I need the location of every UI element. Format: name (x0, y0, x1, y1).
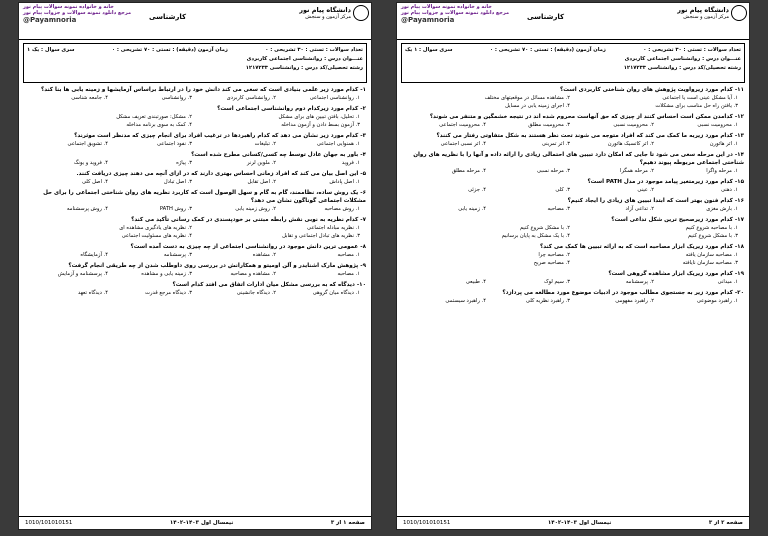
answer-option: ۲. مشاهده مسائل در موقعیتهای مختلف (484, 95, 570, 101)
question-number: ۱- (360, 87, 366, 93)
exam-code: 1010/101010151 (403, 520, 451, 526)
question-body: کدام مورد زیر به جستجوی مطالب موجود در ادبیات موضوع مورد مطالعه می پردازد؟ (502, 290, 733, 296)
answer-option: ۳. زمینه یابی و مشاهده (141, 271, 192, 277)
question-text (24, 243, 366, 251)
answer-option: ۴. محرومیت اجتماعی (439, 122, 486, 128)
answer-option: ۱. محرومیت نسبی (697, 122, 738, 128)
question-body: کدامدن ممکن است احساس کنند از چیزی که حق آنهاست محروم شده اند در نتیجه خشمگین و متنفر می شوند؟ (429, 114, 733, 120)
answer-option: ۲. ملوین لرنر (246, 160, 276, 166)
answer-option: ۱. اثر هاثورن (709, 141, 738, 147)
question-body: باور به جهان عادل توسط چه کسی/کسانی مطرح شده است؟ (191, 152, 359, 158)
answer-options (402, 167, 744, 175)
question-body: عمومی ترین دانش موجود در روانشناسی اجتماعی از چه چیزی به دست آمده است؟ (130, 244, 359, 250)
question-text (402, 151, 744, 167)
question-text (24, 170, 366, 178)
answer-options (24, 94, 366, 102)
answer-option: ۳. روش PATH (159, 206, 192, 212)
answer-option: ۳. یافتن راه حل مناسب برای مشکلات (655, 103, 738, 109)
question-text (402, 132, 744, 140)
question-body: کدام مورد زیریک ابزار مشاهده گروهی است؟ (608, 271, 733, 277)
question-body: کدام مورد زیرصحیح ترین شکل تداعی است؟ (611, 217, 733, 223)
field-code: رشته تحصیلی/کد درس : روانشناسی ۱۲۱۷۲۳۳ (245, 65, 363, 71)
question-number: ۱۷- (734, 217, 744, 223)
answer-option: ۲. اصل تقابل (247, 179, 276, 185)
answer-options (24, 270, 366, 278)
question-number: ۴- (360, 152, 366, 158)
question-number: ۱۹- (734, 271, 744, 277)
question-text (24, 281, 366, 289)
answer-option: ۳. سیم لوک (543, 279, 570, 285)
answer-option: ۴. نظریه های مسئولیت اجتماعی (121, 233, 192, 239)
answer-option: ۲. اثر کاتسیک هاثورن (607, 141, 654, 147)
answer-options (24, 251, 366, 259)
university-block (677, 6, 729, 20)
answer-options (24, 140, 366, 148)
question-body: در این مرحله سعی می شود تا جایی که امکان دارد تبیین های احتمالی زیادی را ارائه داده و آنها را با نظریه های روان شناختی اجتماعی مربوطه پیوند دهیم؟ (413, 152, 744, 166)
degree-label: کارشناسی (527, 13, 565, 21)
question-body: کدام مورد زیر علمی بنیادی است که سعی می کند دانش خود را در ارتباط براساس آزمایشها و زمینه یابی ها بنا کند؟ (41, 87, 359, 93)
answer-option: ۳. پرسشنامه (163, 252, 192, 258)
answer-options (24, 224, 366, 240)
answer-option: ۲. مشاهده و مصاحبه (230, 271, 276, 277)
question-body: یک روش ساده، نظاممند، گام به گام و سهل الوصول است که کاربرد نظریه های روان شناختی اجتماعی را برای حل مشکلات اجتماعی گوناگون نشان می دهد؟ (43, 190, 366, 204)
question-text (24, 132, 366, 140)
question-text (402, 86, 744, 94)
question-body: کدام فنون بهتر است که ابتدا تبیین های زیادی را ایجاد کنیم؟ (567, 198, 733, 204)
question-text (402, 270, 744, 278)
question-item (24, 170, 366, 186)
answer-option: ۴. اثر نسبی اجتماعی (440, 141, 486, 147)
answer-options (402, 205, 744, 213)
question-item (24, 189, 366, 213)
answer-options (24, 159, 366, 167)
question-body: کدام مورد زیرکدام دوم روانشناسی اجتماعی است؟ (217, 106, 359, 112)
question-item (24, 105, 366, 129)
answer-option: ۴. راهبرد سیستمی (445, 298, 486, 304)
answer-option: ۴. مرحله مطلق (451, 168, 486, 174)
answer-option: ۴. طبیعی (465, 279, 486, 285)
question-number: ۵- (360, 171, 366, 177)
page-header (397, 3, 749, 40)
answer-option: ۳. کلی (555, 187, 570, 193)
answer-option: ۲. تداعی آزاد (625, 206, 654, 212)
exam-page-2 (396, 2, 750, 530)
site-banner (401, 4, 509, 24)
answer-option: ۱. همنوایی اجتماعی (316, 141, 360, 147)
answer-option: ۱. مصاحبه (337, 271, 360, 277)
exam-code: 1010/101010151 (25, 520, 73, 526)
question-text (24, 262, 366, 270)
question-text (402, 178, 744, 186)
answer-option: ۳. آزمون بسط دادن و آزمون مداخله (281, 122, 360, 128)
site-line-1: خانه و خانواده نمونه سوالات پیام نور (23, 4, 114, 10)
site-handle: @Payamnoria (401, 16, 455, 24)
question-item (24, 132, 366, 148)
answer-options (24, 113, 366, 129)
answer-options (402, 94, 744, 110)
answer-option: ۲. نظریه های یادگیری مشاهده ای (119, 225, 192, 231)
answer-option: ۳. اثر تمرینی (541, 141, 570, 147)
answer-option: ۲. روانشناسی کاربردی (226, 95, 276, 101)
answer-option: ۲. مصاحبه چرا (538, 252, 570, 258)
answer-option: ۱. راهبرد موضوعی (696, 298, 738, 304)
site-line-1: خانه و خانواده نمونه سوالات پیام نور (401, 4, 492, 10)
answer-option: ۴. جامعه شناسی (71, 95, 108, 101)
answer-option: ۱. نظریه مبادله اجتماعی (307, 225, 360, 231)
question-item (402, 86, 744, 110)
answer-option: ۳. دیدگاه مرجع قدرت (145, 290, 192, 296)
question-number: ۳- (360, 133, 366, 139)
answer-options (24, 205, 366, 213)
answer-option: ۴. دیدگاه تعهد (77, 290, 108, 296)
question-body: کدام مورد زیربه ما کمک می کند که افراد متوجه می شوند تحت نظر هستند به شکل متفاوتی رفتار می کنند؟ (436, 133, 733, 139)
question-number: ۶- (360, 190, 366, 196)
answer-options (402, 278, 744, 286)
answer-options (402, 186, 744, 194)
answer-options (402, 297, 744, 305)
answer-option: ۲. با مشکل شروع کنیم (519, 225, 570, 231)
question-body: کدام نظریه به نوبی نقش رابطه مبتنی بر خودپسندی در کمک رسانی تأکید می کند؟ (131, 217, 359, 223)
answer-option: ۲. روش زمینه یابی (235, 206, 276, 212)
answer-option: ۱. بارش مغزی (706, 206, 738, 212)
answer-option: ۱. میدانی (717, 279, 738, 285)
answer-options (402, 121, 744, 129)
question-text (24, 151, 366, 159)
answer-option: ۳. روانشناسی (161, 95, 192, 101)
page-footer (19, 516, 371, 529)
answer-option: ۱. با مصاحبه شروع کنیم (685, 225, 738, 231)
question-text (24, 189, 366, 205)
series-label: سری سوال : یک ۱ (27, 47, 75, 53)
question-item (402, 270, 744, 286)
question-body: پژوهش مارک اشنایدر و آلن اومیتو و همکارانش در بررسی روی داوطلب شدن از چه طریقی انجام گرفت؟ (68, 263, 359, 269)
center-name: مرکز آزمون و سنجش (305, 14, 351, 20)
answer-option: ۲. مشاهده (252, 252, 276, 258)
question-number: ۱۴- (734, 152, 744, 158)
question-body: این اصل بیان می کند که افراد زمانی احساس بهتری دارند که در ازای آنچه می دهند چیزی دریافت کنند. (76, 171, 359, 177)
answer-option: ۴. جزئی (468, 187, 486, 193)
question-text (402, 113, 744, 121)
answer-option: ۴. اجرای زمینه یابی در مسایل (505, 103, 570, 109)
question-item (24, 216, 366, 240)
answer-option: ۲. محرومیت نسبی (613, 122, 654, 128)
answer-options (402, 251, 744, 267)
question-number: ۱۳- (734, 133, 744, 139)
exam-info-box (23, 43, 367, 83)
question-list (397, 86, 749, 305)
answer-option: ۴. پرسشنامه و آزمایش (57, 271, 108, 277)
question-count: تعداد سوالات : تستی : ۳۰ تشریحی : ۰ (265, 47, 363, 53)
answer-option: ۴. تشویق اجتماعی (67, 141, 108, 147)
university-block (299, 6, 351, 20)
question-number: ۷- (360, 217, 366, 223)
field-code: رشته تحصیلی/کد درس : روانشناسی ۱۲۱۷۲۳۳ (623, 65, 741, 71)
question-item (402, 243, 744, 267)
answer-option: ۲. مرحله همگرا (620, 168, 654, 174)
question-item (402, 197, 744, 213)
answer-option: ۳. پیاژه (176, 160, 192, 166)
answer-option: ۱. مصاحبه سازمان یافته (685, 252, 738, 258)
question-item (24, 243, 366, 259)
question-item (402, 289, 744, 305)
answer-options (24, 289, 366, 297)
series-label: سری سوال : ۱ یک (405, 47, 453, 53)
term-label: نیمسال اول ۱۴۰۳-۱۴۰۲ (547, 520, 612, 526)
answer-option: ۳. نظریه های تبادل اجتماعی و تقابل (282, 233, 360, 239)
question-body: کدام مورد زیریک ابزار مصاحبه است که به ارائه تبیین ها کمک می کند؟ (540, 244, 733, 250)
answer-option: ۴. اصل کلی (81, 179, 108, 185)
question-body: دیدگاه که به بررسی مشکل میان ادارات اتفاق می افتد کدام است؟ (172, 282, 355, 288)
answer-option: ۴. زمینه یابی (458, 206, 486, 212)
answer-option: ۳. اصل تبادل (163, 179, 192, 185)
answer-option: ۳. محرومیت مطلق (528, 122, 570, 128)
exam-time: زمان آزمون (دقیقه) : تستی : ۷۰ تشریحی : ۰ (111, 47, 228, 53)
site-handle: @Payamnoria (23, 16, 77, 24)
answer-option: ۱. آیا مشکل عینی است یا اجتماعی (662, 95, 738, 101)
answer-option: ۴. روش پرسشنامه (66, 206, 108, 212)
exam-page-1 (18, 2, 372, 530)
question-number: ۱۸- (734, 244, 744, 250)
question-item (402, 151, 744, 175)
university-name: دانشگاه پیام نور (299, 6, 351, 14)
question-item (402, 132, 744, 148)
exam-time: زمان آزمون (دقیقه) : تستی : ۷۰ تشریحی : ۰ (489, 47, 606, 53)
question-item (24, 86, 366, 102)
question-number: ۱۵- (734, 179, 744, 185)
question-item (402, 178, 744, 194)
page-number: صفحه ۲ از ۳ (708, 520, 743, 526)
answer-option: ۱. اصل پاداش (329, 179, 360, 185)
question-body: کدام مورد زیر نشان می دهد که کدام راهبردها در ترغیب افراد برای انجام چیزی که مدنظر است موثرند؟ (74, 133, 359, 139)
answer-option: ۱. روانشناسی اجتماعی (309, 95, 360, 101)
question-number: ۱۰- (356, 282, 366, 288)
site-line-2: مرجع دانلود نمونه سوالات و جزوات پیام نور (401, 10, 510, 16)
answer-option: ۱. فروید (341, 160, 360, 166)
answer-option: ۱. مصاحبه (337, 252, 360, 258)
question-text (24, 216, 366, 224)
question-number: ۱۶- (734, 198, 744, 204)
question-body: کدام مورد زیرواویت پژوهش های روان شناختی کاربردی است؟ (560, 87, 733, 93)
question-text (402, 289, 744, 297)
question-text (24, 86, 366, 94)
answer-option: ۳. راهبرد نظریه کلی (525, 298, 570, 304)
answer-option: ۴. آزمایشگاه (80, 252, 108, 258)
question-number: ۱۲- (734, 114, 744, 120)
degree-label: کارشناسی (149, 13, 187, 21)
answer-option: ۲. پرسشنامه (625, 279, 654, 285)
answer-option: ۳. مرحله نسبی (536, 168, 570, 174)
question-count: تعداد سوالات : تستی : ۳۰ تشریحی : ۰ (643, 47, 741, 53)
answer-option: ۲. مشکل: صورتبندی تعریف مشکل (116, 114, 192, 120)
site-line-2: مرجع دانلود نمونه سوالات و جزوات پیام نور (23, 10, 132, 16)
question-item (24, 281, 366, 297)
answer-option: ۱. ذهنی (720, 187, 738, 193)
answer-option: ۴. با یک مشکل به پایان برسانیم (501, 233, 570, 239)
question-number: ۲۰- (734, 290, 744, 296)
answer-options (402, 224, 744, 240)
answer-option: ۳. مصاحبه (547, 206, 570, 212)
course-title: عنـــوان درس : روانشناسی اجتماعی کاربردی (246, 56, 363, 62)
answer-option: ۴. کمک به سوی برنامه مداخله (126, 122, 192, 128)
answer-option: ۱. دیدگاه میان گروهی (312, 290, 360, 296)
question-item (402, 113, 744, 129)
answer-options (24, 178, 366, 186)
university-logo-icon (731, 5, 747, 21)
answer-option: ۲. راهبرد مفهومی (615, 298, 654, 304)
answer-option: ۳. با مشکل شروع کنیم (687, 233, 738, 239)
center-name: مرکز آزمون و سنجش (683, 14, 729, 20)
term-label: نیمسال اول ۱۴۰۳-۱۴۰۲ (169, 520, 234, 526)
question-text (402, 216, 744, 224)
question-body: کدام مورد زیرمتغیر پیامد موجود در مدل PATH است؟ (587, 179, 733, 185)
exam-info-box (401, 43, 745, 83)
site-banner (23, 4, 131, 24)
answer-option: ۴. مصاحبه صریح (533, 260, 570, 266)
question-item (24, 262, 366, 278)
question-number: ۲- (360, 106, 366, 112)
answer-option: ۱. تحلیل، بافتن تبیین های برای مشکل (278, 114, 360, 120)
question-number: ۱۱- (734, 87, 744, 93)
question-number: ۹- (360, 263, 366, 269)
page-footer (397, 516, 749, 529)
question-item (24, 151, 366, 167)
answer-option: ۳. مصاحبه سازمان نایافته (682, 260, 738, 266)
question-item (402, 216, 744, 240)
answer-option: ۲. عینی (637, 187, 654, 193)
question-text (402, 243, 744, 251)
answer-option: ۱. مرحله واگرا (706, 168, 738, 174)
answer-option: ۲. تبلیغات (254, 141, 276, 147)
question-text (402, 197, 744, 205)
question-list (19, 86, 371, 297)
question-number: ۸- (360, 244, 366, 250)
answer-options (402, 140, 744, 148)
university-logo-icon (353, 5, 369, 21)
question-text (24, 105, 366, 113)
answer-option: ۳. نفوذ اجتماعی (156, 141, 192, 147)
university-name: دانشگاه پیام نور (677, 6, 729, 14)
page-number: صفحه ۱ از ۳ (330, 520, 365, 526)
page-header (19, 3, 371, 40)
answer-option: ۲. دیدگاه جانشینی (236, 290, 276, 296)
answer-option: ۴. فروید و یونگ (73, 160, 108, 166)
answer-option: ۱. روش مصاحبه (324, 206, 360, 212)
course-title: عنـــوان درس : روانشناسی اجتماعی کاربردی (624, 56, 741, 62)
